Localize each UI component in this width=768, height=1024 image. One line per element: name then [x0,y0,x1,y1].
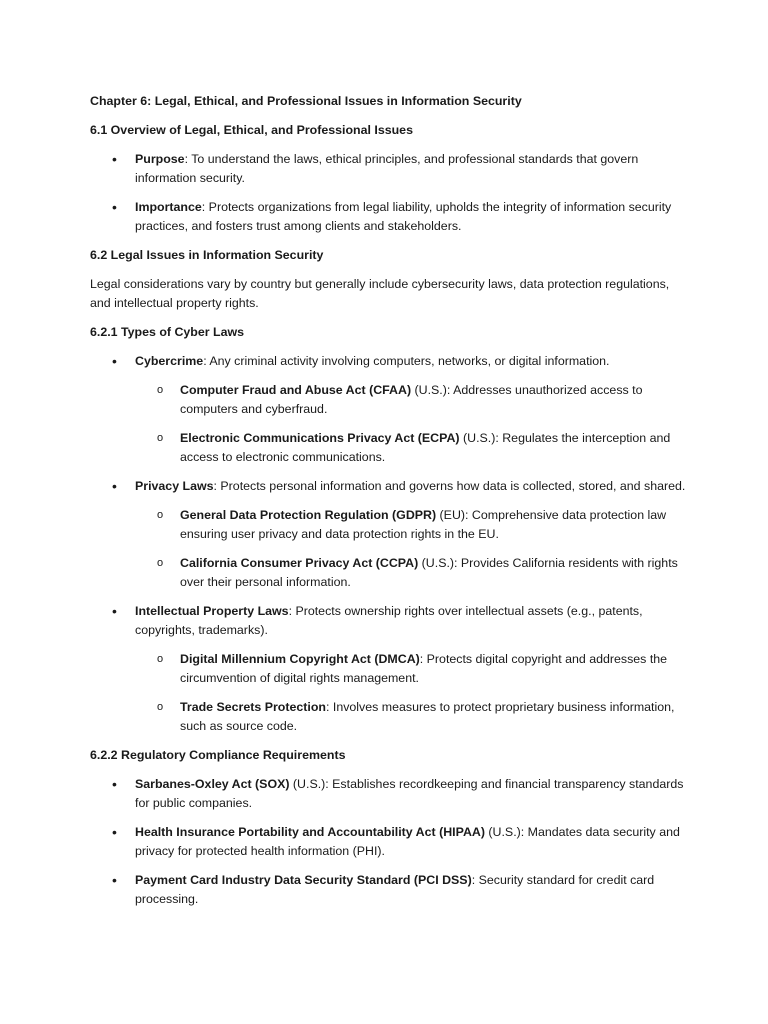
bullet-icon: • [112,151,117,167]
sub-list-item [135,381,690,419]
item-text: (U.S.): Establishes recordkeeping and financial transparency standards for public companies. [135,777,684,810]
sub-list-item [135,429,690,467]
sub-item-term: Electronic Communications Privacy Act (ECPA) [180,431,460,445]
sub-item-text: (EU): Comprehensive data protection law ensuring user privacy and data protection rights in the EU. [180,508,667,541]
sub-item-text: (U.S.): Regulates the interception and access to electronic communications. [180,431,671,464]
section-6-2-2-list [90,775,690,909]
sub-list [135,506,690,592]
sub-list-item [135,506,690,544]
list-item [90,775,690,813]
item-term: Intellectual Property Laws [135,604,289,618]
circle-bullet-icon: o [157,653,164,665]
list-item [90,150,690,188]
section-6-2-heading: 6.2 Legal Issues in Information Security [90,248,324,262]
document-page [90,92,690,919]
bullet-icon: • [112,776,117,792]
sub-item-term: California Consumer Privacy Act (CCPA) [180,556,419,570]
list-item [90,198,690,236]
item-term: Purpose [135,152,185,166]
sub-item-text: : Protects digital copyright and addresses the circumvention of digital rights management. [180,652,668,685]
sub-item-text: (U.S.): Addresses unauthorized access to computers and cyberfraud. [180,383,643,416]
item-term: Sarbanes-Oxley Act (SOX) [135,777,290,791]
section-6-1-list [90,150,690,236]
sub-list-item [135,554,690,592]
sub-item-term: Digital Millennium Copyright Act (DMCA) [180,652,420,666]
list-item [90,823,690,861]
item-term: Cybercrime [135,354,204,368]
circle-bullet-icon: o [157,701,164,713]
item-text: : Protects personal information and governs how data is collected, stored, and shared. [213,479,686,493]
chapter-title: Chapter 6: Legal, Ethical, and Professional Issues in Information Security [90,94,522,108]
sub-item-text: (U.S.): Provides California residents with rights over their personal information. [180,556,678,589]
item-text: : To understand the laws, ethical principles, and professional standards that govern information security. [135,152,639,185]
item-term: Privacy Laws [135,479,214,493]
sub-item-term: Computer Fraud and Abuse Act (CFAA) [180,383,412,397]
bullet-icon: • [112,603,117,619]
item-term: Health Insurance Portability and Accountability Act (HIPAA) [135,825,485,839]
bullet-icon: • [112,199,117,215]
bullet-icon: • [112,353,117,369]
section-6-2-2-heading: 6.2.2 Regulatory Compliance Requirements [90,748,346,762]
list-item [90,602,690,736]
sub-list [135,381,690,467]
bullet-icon: • [112,478,117,494]
sub-list-item [135,650,690,688]
sub-list [135,650,690,736]
list-item [90,871,690,909]
section-6-2-intro: Legal considerations vary by country but generally include cybersecurity laws, data protection regulations, and intellectual property rights. [90,277,670,310]
bullet-icon: • [112,872,117,888]
circle-bullet-icon: o [157,384,164,396]
circle-bullet-icon: o [157,557,164,569]
item-text: : Any criminal activity involving computers, networks, or digital information. [203,354,610,368]
item-text: : Security standard for credit card processing. [135,873,655,906]
circle-bullet-icon: o [157,509,164,521]
item-text: (U.S.): Mandates data security and privacy for protected health information (PHI). [135,825,680,858]
item-text: : Protects organizations from legal liability, upholds the integrity of information security practices, and fosters trust among clients and stakeholders. [135,200,672,233]
sub-item-term: Trade Secrets Protection [180,700,326,714]
item-term: Payment Card Industry Data Security Standard (PCI DSS) [135,873,472,887]
section-6-2-1-heading: 6.2.1 Types of Cyber Laws [90,325,245,339]
list-item [90,477,690,592]
circle-bullet-icon: o [157,432,164,444]
sub-list-item [135,698,690,736]
sub-item-text: : Involves measures to protect proprietary business information, such as source code. [180,700,675,733]
item-text: : Protects ownership rights over intellectual assets (e.g., patents, copyrights, trademarks). [135,604,643,637]
section-6-1-heading: 6.1 Overview of Legal, Ethical, and Professional Issues [90,123,413,137]
bullet-icon: • [112,824,117,840]
list-item [90,352,690,467]
section-6-2-1-list [90,352,690,736]
item-term: Importance [135,200,202,214]
sub-item-term: General Data Protection Regulation (GDPR) [180,508,437,522]
